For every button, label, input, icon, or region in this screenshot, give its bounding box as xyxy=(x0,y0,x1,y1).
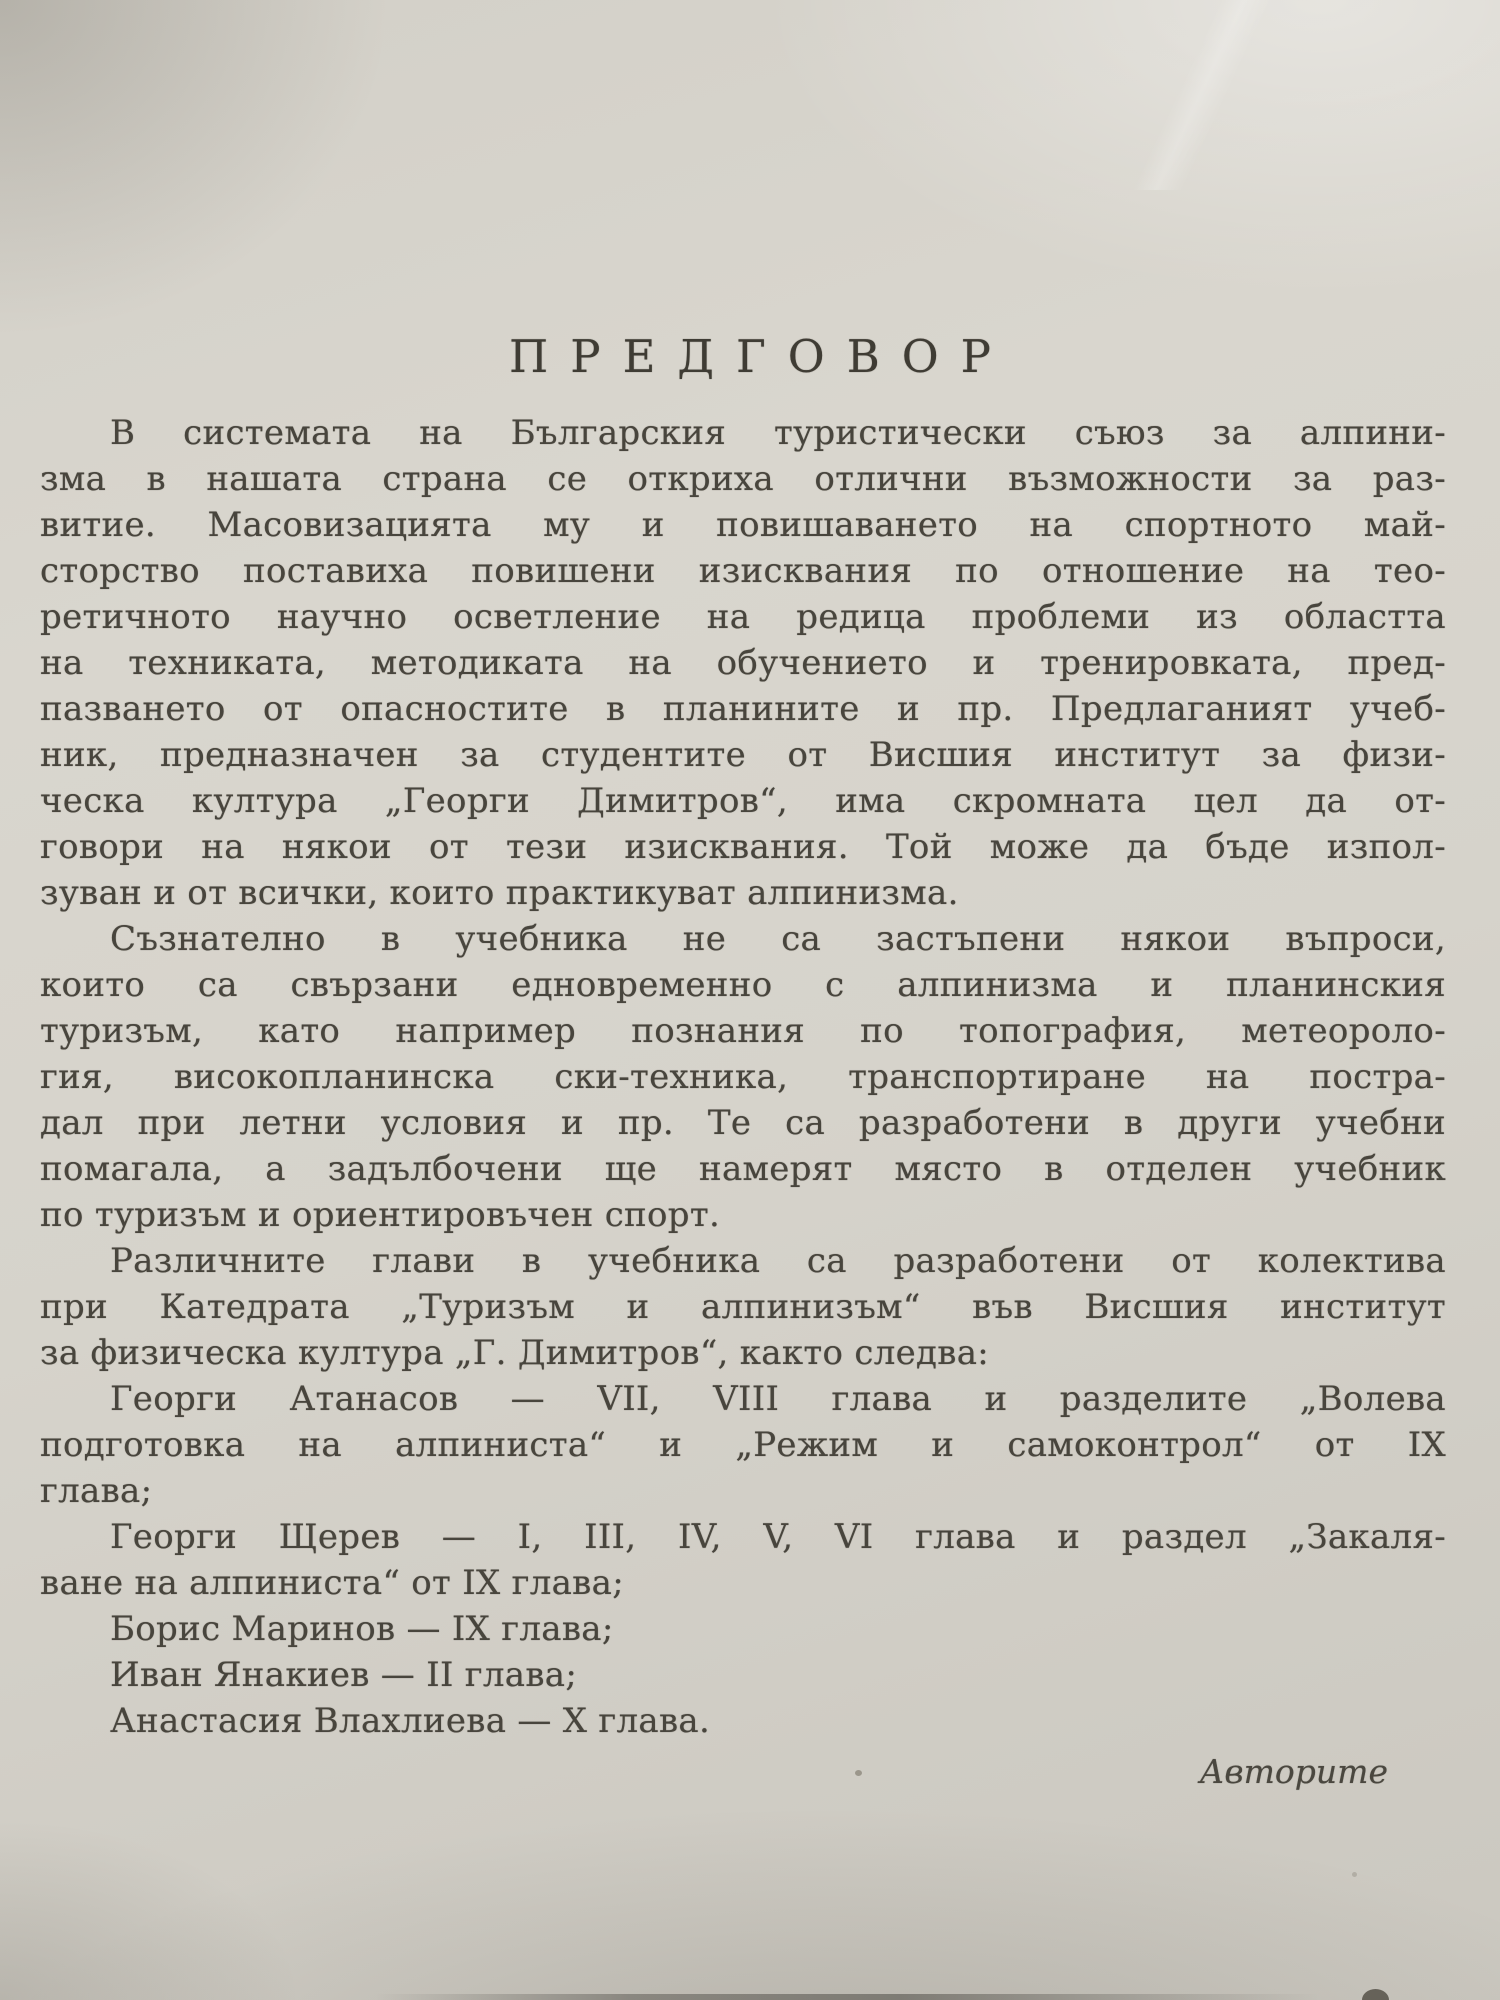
text-line: ческа култура „Георги Димитров“, има скромната цел да от- xyxy=(40,781,1446,821)
text-line: Георги Атанасов — VII, VIII глава и разделите „Волева xyxy=(110,1379,1446,1419)
text-line: дал при летни условия и пр. Те са разработени в други учебни xyxy=(40,1103,1446,1143)
text-line: Георги Щерев — I, III, IV, V, VI глава и раздел „Закаля- xyxy=(110,1517,1446,1557)
paragraph xyxy=(40,410,1446,916)
body-text xyxy=(40,410,1446,1744)
text-line: сторство поставиха повишени изисквания по отношение на тео- xyxy=(40,551,1446,591)
page-title: ПРЕДГОВОР xyxy=(509,330,1013,384)
text-line: глава; xyxy=(40,1471,153,1511)
text-line: В системата на Българския туристически съюз за алпини- xyxy=(110,413,1446,453)
text-line: подготовка на алпиниста“ и „Режим и самоконтрол“ от IX xyxy=(40,1425,1446,1465)
author-signature: Авторите xyxy=(1199,1752,1388,1791)
paper-crease xyxy=(1050,0,1350,190)
text-line: гия, високопланинска ски-техника, транспортиране на постра- xyxy=(40,1057,1446,1097)
text-line: зма в нашата страна се откриха отлични възможности за раз- xyxy=(40,459,1446,499)
text-line: по туризъм и ориентировъчен спорт. xyxy=(40,1195,721,1235)
text-line: ретичното научно осветление на редица проблеми из областта xyxy=(40,597,1446,637)
page-bottom-edge-shadow xyxy=(0,1994,1500,2000)
text-line: за физическа култура „Г. Димитров“, както следва: xyxy=(40,1333,990,1373)
text-line: ник, предназначен за студентите от Висшия институт за физи- xyxy=(40,735,1446,775)
text-line: при Катедрата „Туризъм и алпинизъм“ във Висшия институт xyxy=(40,1287,1446,1327)
text-line: помагала, а задълбочени ще намерят място в отделен учебник xyxy=(40,1149,1446,1189)
author-list-item xyxy=(40,1514,1446,1606)
paper-speck xyxy=(855,1770,862,1776)
paragraph xyxy=(40,1238,1446,1376)
paragraph xyxy=(40,916,1446,1238)
text-line: пазването от опасностите в планините и пр. Предлаганият учеб- xyxy=(40,689,1446,729)
text-line: Съзнателно в учебника не са застъпени някои въпроси, xyxy=(110,919,1446,959)
text-line: говори на някои от тези изисквания. Той може да бъде изпол- xyxy=(40,827,1446,867)
text-line: витие. Масовизацията му и повишаването на спортното май- xyxy=(40,505,1446,545)
text-line: Иван Янакиев — II глава; xyxy=(110,1655,578,1695)
author-list-item xyxy=(40,1652,1446,1698)
text-line: Анастасия Влахлиева — X глава. xyxy=(110,1701,711,1741)
author-list-item xyxy=(40,1698,1446,1744)
text-line: на техниката, методиката на обучението и тренировката, пред- xyxy=(40,643,1446,683)
text-line: ване на алпиниста“ от IX глава; xyxy=(40,1563,624,1603)
text-line: зуван и от всички, които практикуват алпинизма. xyxy=(40,873,959,913)
text-line: Различните глави в учебника са разработени от колектива xyxy=(110,1241,1446,1281)
author-list-item xyxy=(40,1606,1446,1652)
text-line: Борис Маринов — IX глава; xyxy=(110,1609,614,1649)
paper-speck xyxy=(1352,1872,1357,1877)
text-line: които са свързани едновременно с алпинизма и планинския xyxy=(40,965,1446,1005)
text-line: туризъм, като например познания по топография, метеороло- xyxy=(40,1011,1446,1051)
author-list-item xyxy=(40,1376,1446,1514)
